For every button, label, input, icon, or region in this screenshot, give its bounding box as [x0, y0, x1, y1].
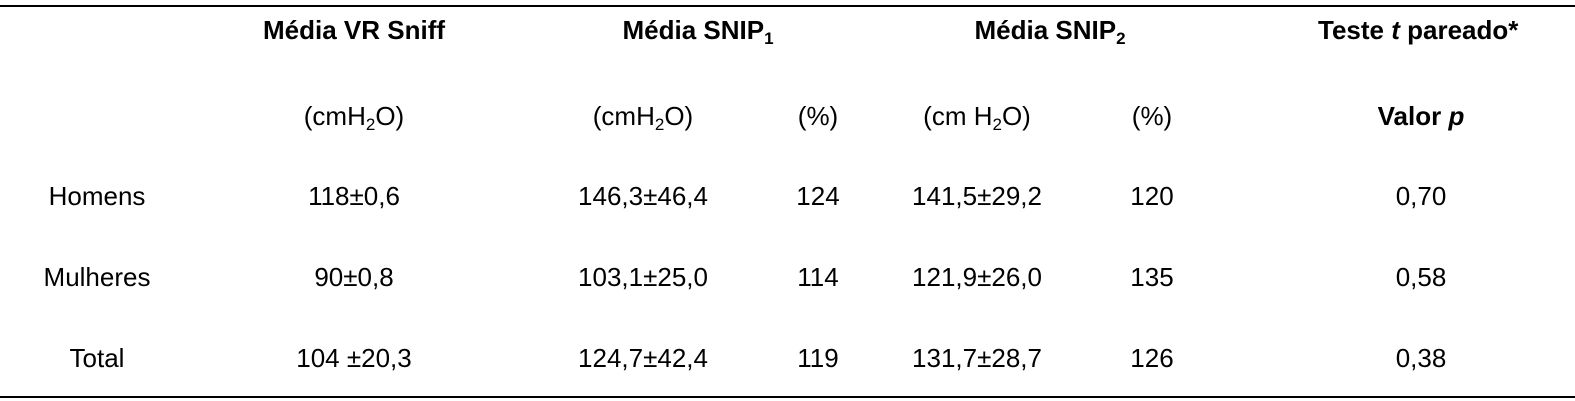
cell-snip2-pct-total: 126 [1130, 343, 1174, 373]
unit-snip2-percent: (%) [1131, 101, 1173, 131]
cell-snip2-mulheres: 121,9±26,0 [912, 262, 1042, 292]
cell-snip1-pct-mulheres: 114 [797, 262, 839, 292]
row-label-homens: Homens [48, 181, 146, 211]
cell-p-homens: 0,70 [1395, 181, 1447, 211]
header-teste-t: Teste t pareado* [1318, 15, 1519, 45]
unit-snip1: (cmH$_2$O) [592, 101, 694, 134]
unit-vr-sniff: (cmH$_2$O) [303, 101, 405, 134]
cell-vr-total: 104 ±20,3 [296, 343, 412, 373]
cell-p-mulheres: 0,58 [1395, 262, 1447, 292]
header-snip2: Média $SNIP_2$ [974, 15, 1126, 48]
cell-vr-homens: 118±0,6 [308, 181, 400, 211]
row-label-total: Total [69, 343, 125, 373]
unit-snip1-percent: (%) [797, 101, 839, 131]
table-top-rule [0, 5, 1575, 7]
row-label-mulheres: Mulheres [43, 262, 151, 292]
cell-snip2-homens: 141,5±29,2 [912, 181, 1042, 211]
cell-vr-mulheres: 90±0,8 [314, 262, 394, 292]
cell-snip1-total: 124,7±42,4 [578, 343, 708, 373]
cell-snip1-mulheres: 103,1±25,0 [578, 262, 708, 292]
cell-snip1-homens: 146,3±46,4 [578, 181, 708, 211]
cell-snip2-pct-mulheres: 135 [1130, 262, 1174, 292]
cell-snip2-total: 131,7±28,7 [912, 343, 1042, 373]
cell-snip1-pct-homens: 124 [796, 181, 840, 211]
cell-p-total: 0,38 [1395, 343, 1447, 373]
header-vr-sniff: Média VR Sniff [262, 15, 446, 45]
cell-snip2-pct-homens: 120 [1130, 181, 1174, 211]
table-bottom-rule [0, 396, 1575, 398]
unit-p-value: Valor p [1377, 101, 1465, 131]
unit-snip2: (cm $H_2O$) [923, 101, 1031, 134]
header-snip1: Média $SNIP_1$ [622, 15, 774, 48]
cell-snip1-pct-total: 119 [797, 343, 839, 373]
